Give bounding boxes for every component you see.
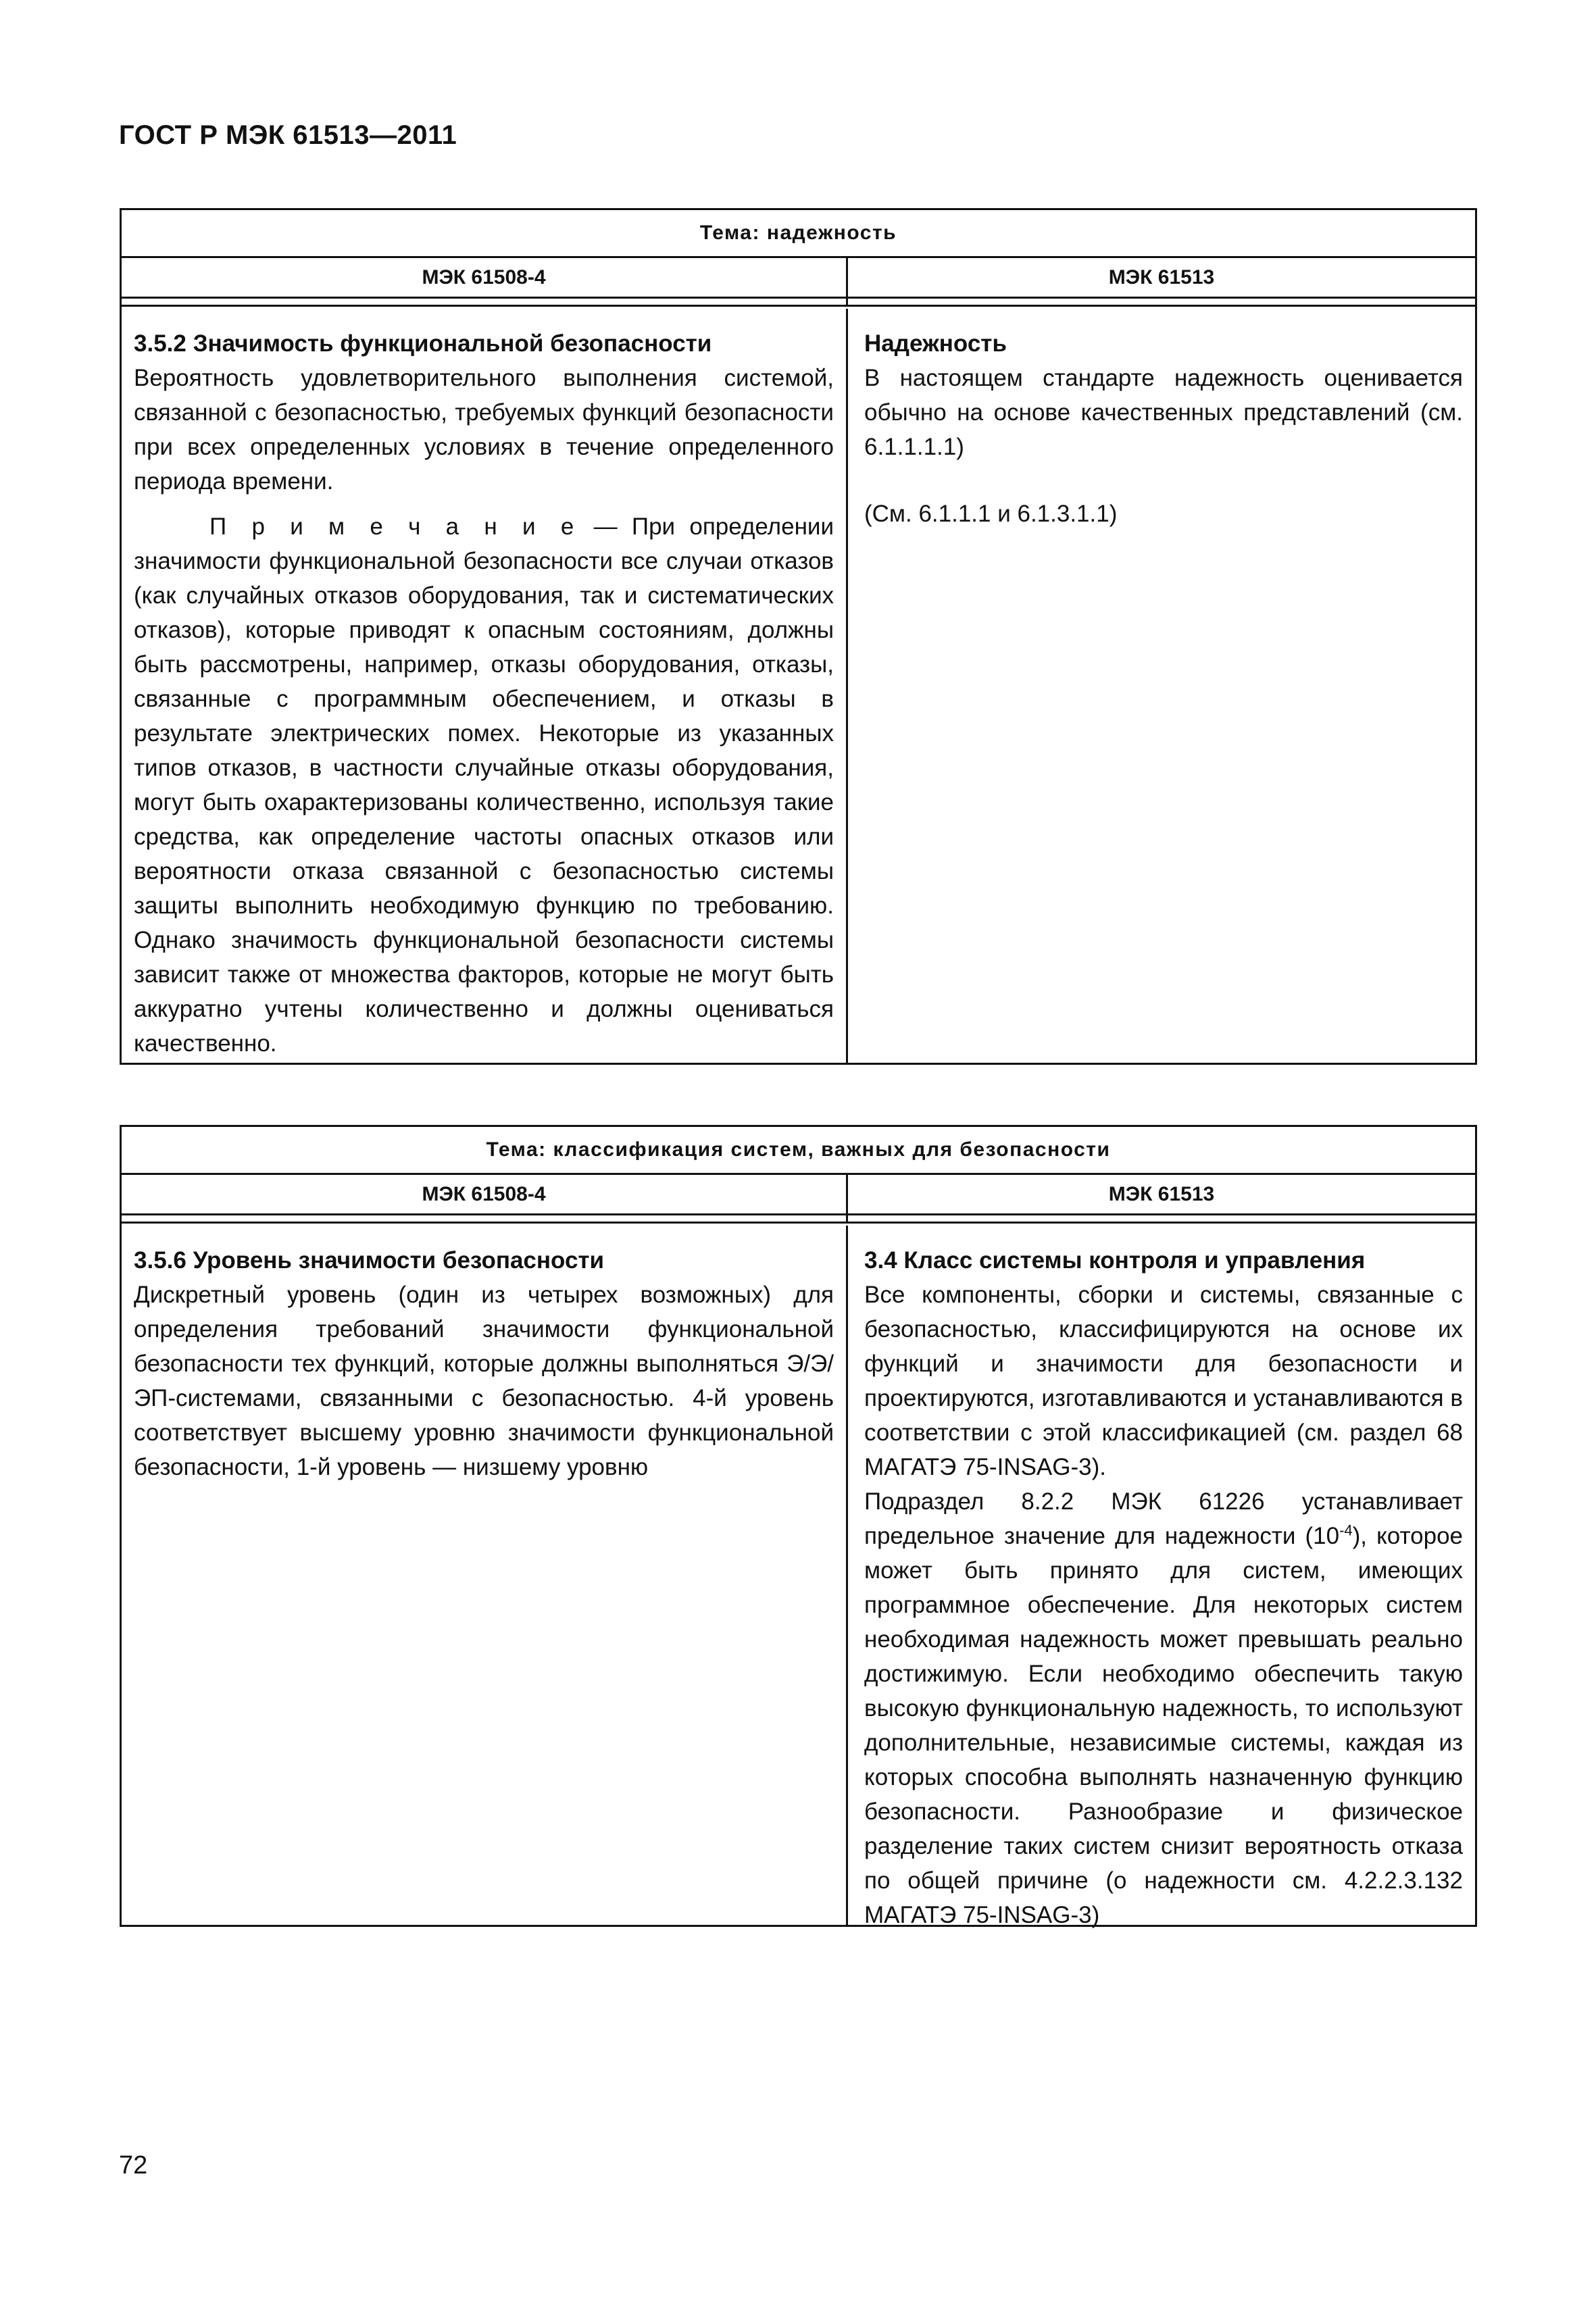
paragraph-part-b: ), которое может быть принято для систем, имеющих программное обеспечение. Для некоторых систем необходимая надежность может превышать реально достижимую. Если необходимо обеспечить такую высокую функциональную надежность, то используют дополнительные, независимые системы, каждая из которых способна выполнять назначенную функцию безопасности. Разнообразие и физическое разделение таких систем снизит вероятность отказа по общей причине (о надежности см. 4.2.2.3.132 МАГАТЭ 75-INSAG-3) (864, 1523, 1463, 1928)
table-body-row (122, 309, 1475, 1063)
table-topic: Тема: классификация систем, важных для безопасности (122, 1127, 1475, 1175)
paragraph-part-a: Подраздел 8.2.2 МЭК 61226 устанавливает предельное значение для надежности (10 (864, 1488, 1463, 1549)
right-term-heading: Надежность (864, 330, 1007, 357)
column-header-left: МЭК 61508-4 (122, 1175, 848, 1213)
left-term-definition: Дискретный уровень (один из четырех возможных) для определения требований значимости функциональной безопасности тех функций, которые должны выполняться Э/Э/ЭП-системами, связанными с безопасностью. 4-й уровень соответствует высшему уровню значимости функциональной безопасности, 1-й уровень — низшему уровню (134, 1282, 834, 1480)
left-cell (122, 1226, 848, 1925)
right-cell (848, 1226, 1475, 1928)
header-separator (122, 1215, 1475, 1224)
column-header-right: МЭК 61513 (1108, 266, 1215, 288)
page-number: 72 (119, 2151, 148, 2180)
left-term-definition: Вероятность удовлетворительного выполнения системой, связанной с безопасностью, требуемых функций безопасности при всех определенных условиях в течение определенного периода времени. (134, 365, 834, 495)
reliability-table (120, 208, 1477, 1065)
right-reference: (См. 6.1.1.1 и 6.1.3.1.1) (864, 501, 1118, 527)
column-headers (122, 1175, 1475, 1215)
table-body-row (122, 1226, 1475, 1928)
exponent: -4 (1339, 1521, 1353, 1539)
right-term-definition: В настоящем стандарте надежность оценивается обычно на основе качественных представлений (см. 6.1.1.1.1) (864, 365, 1463, 460)
right-term-definition: Все компоненты, сборки и системы, связанные с безопасностью, классифицируются на основе их функций и значимости для безопасности и проектируются, изготавливаются и устанавливаются в соответствии с этой классификацией (см. раздел 68 МАГАТЭ 75-INSAG-3). (864, 1282, 1463, 1480)
right-term-paragraph (864, 1484, 1463, 1932)
classification-table (120, 1125, 1477, 1927)
left-term-heading: 3.5.2 Значимость функциональной безопасности (134, 330, 712, 357)
column-header-left: МЭК 61508-4 (122, 258, 848, 297)
note-label: П р и м е ч а н и е (209, 513, 580, 540)
note-text: — При определении значимости функциональной безопасности все случаи отказов (как случайных отказов оборудования, так и систематических отказов), которые приводят к опасным состояниям, должны быть рассмотрены, например, отказы оборудования, отказы, связанные с программным обеспечением, и отказы в результате электрических помех. Некоторые из указанных типов отказов, в частности случайные отказы оборудования, могут быть охарактеризованы количественно, используя такие средства, как определение частоты опасных отказов или вероятности отказа связанной с безопасностью системы защиты выполнить необходимую функцию по требованию. Однако значимость функциональной безопасности системы зависит также от множества факторов, которые не могут быть аккуратно учтены количественно и должны оцениваться качественно. (134, 513, 834, 1057)
document-header: ГОСТ Р МЭК 61513—2011 (119, 120, 457, 150)
right-cell (848, 309, 1475, 1063)
note-paragraph (134, 509, 834, 1061)
left-term-heading: 3.5.6 Уровень значимости безопасности (134, 1247, 605, 1274)
table-topic: Тема: надежность (122, 210, 1475, 258)
column-headers (122, 258, 1475, 299)
header-separator (122, 299, 1475, 307)
left-cell (122, 309, 848, 1063)
right-term-heading: 3.4 Класс системы контроля и управления (864, 1247, 1366, 1274)
column-header-right: МЭК 61513 (1108, 1182, 1215, 1205)
